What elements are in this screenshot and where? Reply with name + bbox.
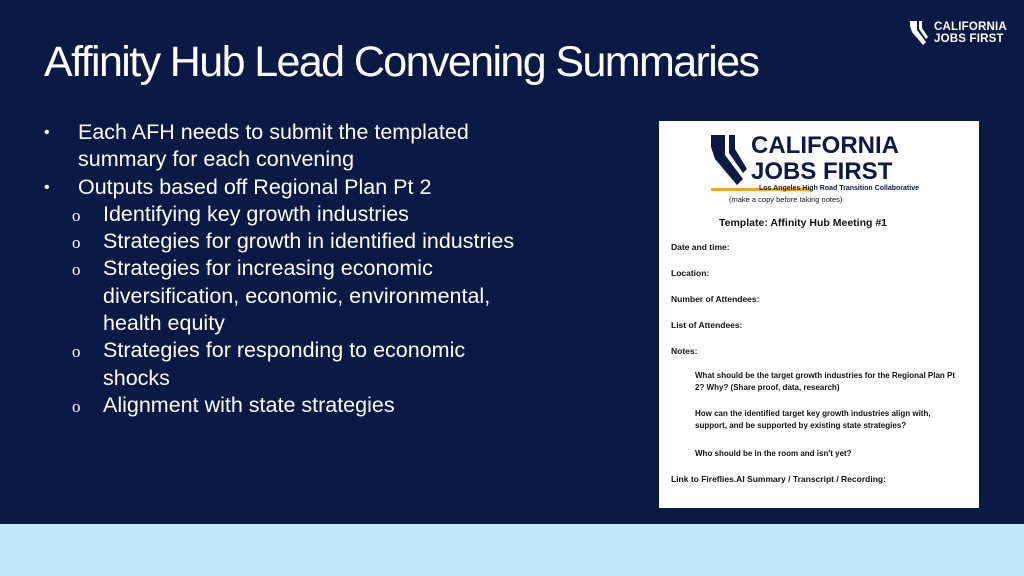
sub-bullet-marker: o [72, 396, 81, 416]
bullet-item [44, 119, 634, 146]
sub-bullet-item [44, 228, 634, 255]
brand-line-2: JOBS FIRST [934, 33, 1004, 45]
sub-bullet-marker: o [72, 342, 81, 362]
california-state-icon [908, 20, 930, 46]
document-note: (make a copy before taking notes) [729, 195, 843, 204]
sub-bullet-marker: o [72, 260, 81, 280]
sub-bullet-item [44, 255, 634, 282]
sub-bullet-item [44, 365, 634, 392]
document-brand-line-1: CALIFORNIA [751, 132, 899, 159]
field-list-of-attendees: List of Attendees: [671, 320, 743, 330]
bullet-text: Outputs based off Regional Plan Pt 2 [78, 174, 432, 199]
bullet-item [44, 146, 634, 173]
sub-bullet-item [44, 392, 634, 419]
sub-bullet-item [44, 337, 634, 364]
document-heading: Template: Affinity Hub Meeting #1 [719, 217, 888, 229]
brand-line-1: CALIFORNIA [934, 21, 1007, 33]
sub-bullet-text: health equity [103, 311, 225, 336]
question-state-alignment: How can the identified target key growth industries align with, support, and be supported by existing state strategies? [695, 409, 931, 430]
bullet-list [44, 119, 634, 419]
bullet-text: Each AFH needs to submit the templated [78, 120, 469, 144]
field-notes: Notes: [671, 346, 698, 356]
sub-bullet-text: Alignment with state strategies [103, 392, 395, 417]
sub-bullet-marker: o [72, 205, 81, 225]
bullet-item [44, 174, 634, 201]
sub-bullet-item [44, 283, 634, 310]
field-location: Location: [671, 268, 710, 278]
bullet-text: summary for each convening [78, 147, 355, 172]
sub-bullet-text: Strategies for growth in identified industries [103, 229, 515, 254]
footer-band [0, 524, 1024, 576]
question-who-missing: Who should be in the room and isn't yet? [695, 449, 852, 458]
sub-bullet-marker: o [72, 233, 81, 253]
field-fireflies-link: Link to Fireflies.AI Summary / Transcript / Recording: [671, 474, 886, 484]
sub-bullet-text: Strategies for increasing economic [103, 256, 433, 281]
sub-bullet-item [44, 201, 634, 228]
bullet-marker: • [44, 124, 50, 141]
document-brand-line-2: JOBS FIRST [751, 158, 893, 185]
bullet-marker: • [44, 178, 50, 196]
brand-logo [908, 18, 1008, 48]
field-number-of-attendees: Number of Attendees: [671, 294, 760, 304]
sub-bullet-text: Strategies for responding to economic [103, 338, 466, 363]
sub-bullet-text: Identifying key growth industries [103, 201, 409, 226]
template-document-image [659, 121, 979, 508]
field-date-time: Date and time: [671, 242, 730, 252]
sub-bullet-text: shocks [103, 365, 170, 390]
document-sub-brand: Los Angeles High Road Transition Collaborative [759, 185, 919, 192]
sub-bullet-text: diversification, economic, environmental, [103, 283, 491, 308]
california-state-icon [707, 133, 751, 189]
question-target-industries: What should be the target growth industries for the Regional Plan Pt 2? Why? (Share proof, data, research) [695, 371, 956, 392]
sub-bullet-item [44, 310, 634, 337]
slide-title: Affinity Hub Lead Convening Summaries [44, 38, 759, 86]
